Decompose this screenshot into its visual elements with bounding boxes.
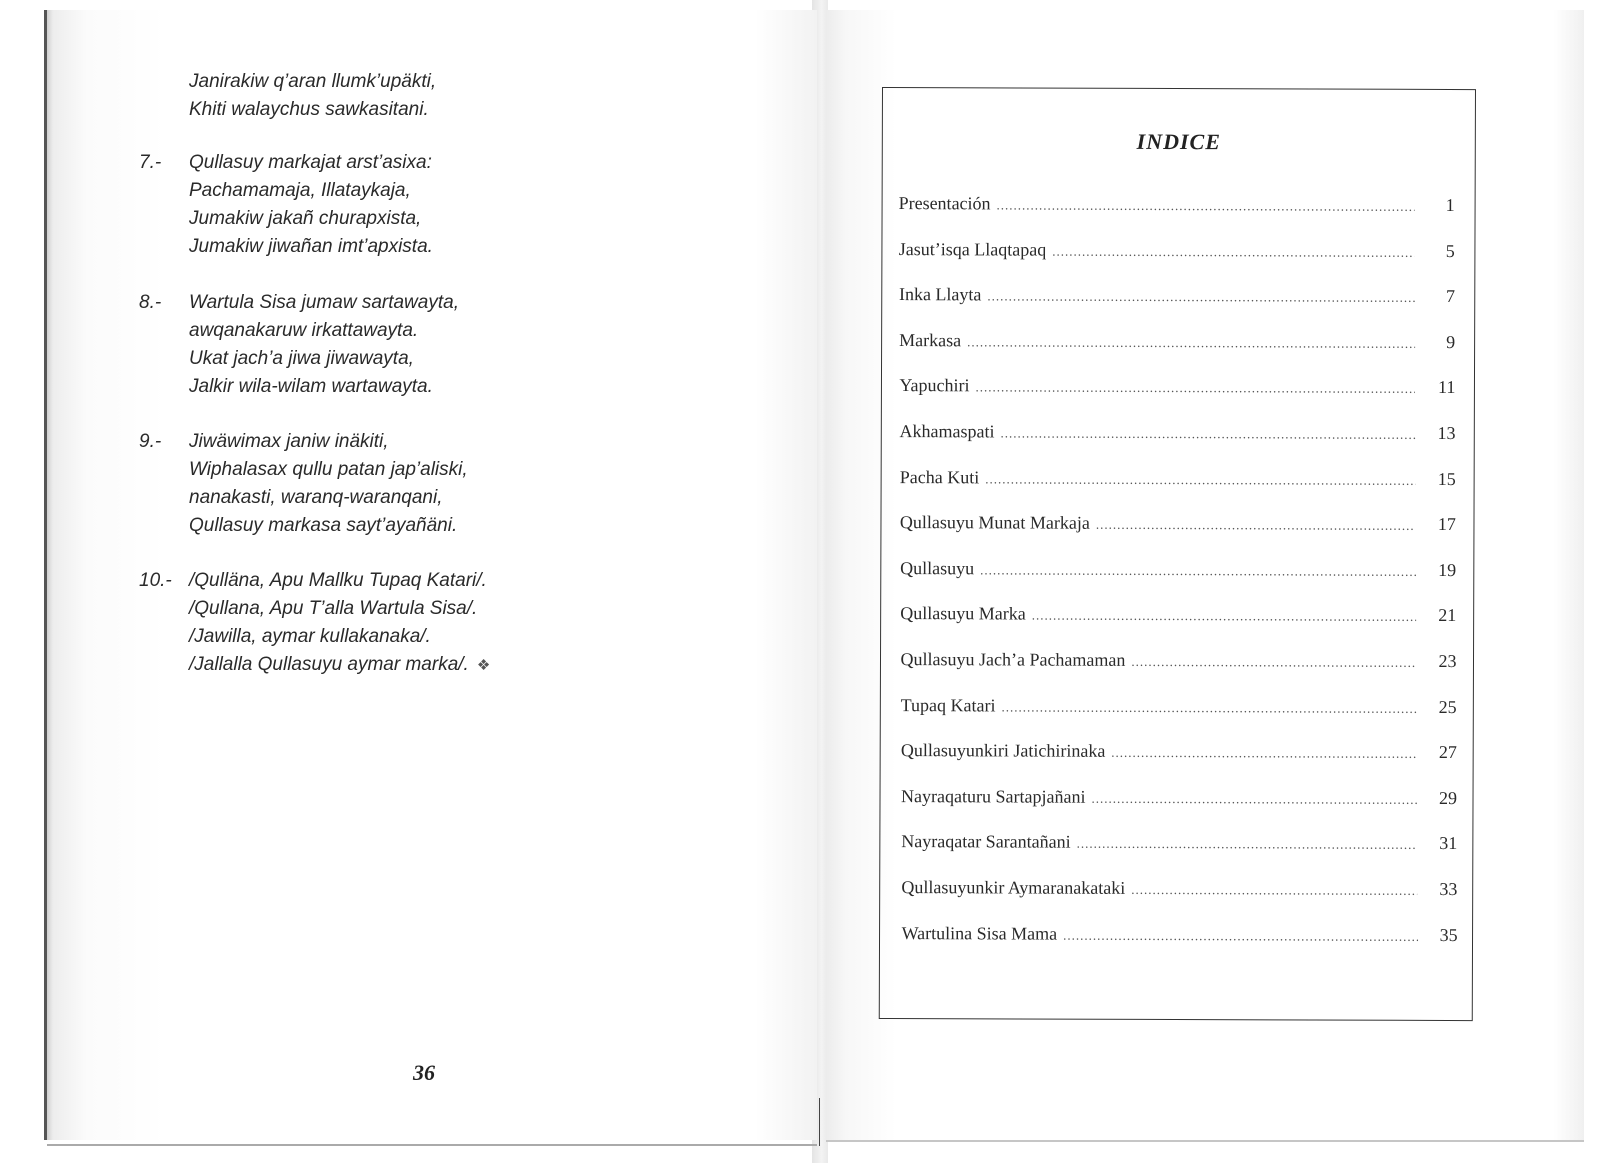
- poem-line: Jumakiw jiwañan imt’apxista.: [189, 236, 433, 257]
- poem-line: Jumakiw jakañ churapxista,: [189, 208, 422, 229]
- index-leader-dots: [987, 289, 1415, 306]
- index-entry: [899, 239, 1455, 271]
- index-leader-dots: [985, 471, 1416, 489]
- index-entry-page: 13: [1437, 422, 1456, 444]
- stanza-number: 7.-: [139, 152, 162, 173]
- index-entry-page: 29: [1439, 787, 1458, 808]
- ornament-icon: ❖: [476, 657, 491, 674]
- right-page: [826, 10, 1584, 1140]
- index-entry: [899, 330, 1455, 362]
- index-entry-title: Wartulina Sisa Mama: [901, 922, 1058, 944]
- poem-line: Qullasuy markajat arst’asixa:: [189, 152, 432, 173]
- index-leader-dots: [1032, 608, 1417, 625]
- index-entry-page: 11: [1437, 377, 1456, 398]
- index-entry-page: 17: [1437, 514, 1456, 535]
- index-entry-title: Pacha Kuti: [899, 466, 980, 487]
- poem-line: nanakasti, waranq-waranqani,: [189, 487, 443, 508]
- index-entry-page: 5: [1445, 240, 1455, 261]
- gutter-line: [819, 1098, 820, 1146]
- poem-line: awqanakaruw irkattawayta.: [189, 320, 419, 341]
- poem-line: Pachamamaja, Illataykaja,: [189, 180, 411, 201]
- index-entry-title: Nayraqatar Sarantañani: [901, 831, 1071, 853]
- poem-line: Wiphalasax qullu patan jap’aliski,: [189, 459, 468, 480]
- index-leader-dots: [1096, 517, 1416, 534]
- index-entry-title: Inka Llayta: [898, 284, 982, 305]
- index-entry-page: 21: [1438, 605, 1457, 626]
- index-leader-dots: [1063, 927, 1418, 944]
- index-entry: [901, 695, 1457, 727]
- index-entry: [902, 923, 1458, 955]
- index-title: INDICE: [1136, 128, 1221, 155]
- index-entry: [901, 877, 1457, 909]
- index-entry: [900, 603, 1456, 635]
- index-entry-page: 19: [1438, 559, 1457, 580]
- index-entry-page: 9: [1446, 331, 1456, 352]
- index-entry-page: 23: [1438, 650, 1457, 672]
- index-entry: [899, 421, 1455, 453]
- poem-line-text: /Jallalla Qullasuyu aymar marka/.: [189, 654, 469, 675]
- index-entry-page: 31: [1439, 833, 1458, 854]
- left-page-bottom-edge: [47, 1144, 817, 1146]
- poem-line: [189, 651, 699, 680]
- index-entry-title: Qullasuyu Munat Markaja: [899, 512, 1090, 533]
- poem-line: Jiwäwimax janiw inäkiti,: [189, 431, 389, 452]
- right-page-bottom-edge: [826, 1140, 1584, 1142]
- index-entry-title: Jasut’isqa Llaqtapaq: [898, 238, 1047, 260]
- poem-line: Qullasuy markasa sayt’ayañäni.: [189, 515, 458, 536]
- index-entry: [899, 375, 1455, 407]
- index-entry-title: Markasa: [899, 329, 962, 351]
- poem-line: /Qullana, Apu T’alla Wartula Sisa/.: [189, 598, 478, 619]
- index-leader-dots: [1131, 654, 1416, 671]
- index-entry-page: 1: [1445, 194, 1455, 215]
- index-leader-dots: [967, 334, 1415, 352]
- left-page: [44, 10, 817, 1140]
- poem-stanza: [139, 428, 699, 540]
- page-number: 36: [413, 1060, 435, 1085]
- index-leader-dots: [1091, 791, 1417, 808]
- index-list: [898, 193, 1459, 945]
- poem-line: Khiti walaychus sawkasitani.: [189, 99, 429, 120]
- index-leader-dots: [1077, 836, 1418, 853]
- index-entry-page: 15: [1437, 468, 1456, 489]
- index-entry: [899, 193, 1455, 225]
- index-entry-page: 25: [1438, 696, 1457, 717]
- index-entry: [900, 467, 1456, 499]
- index-entry: [901, 831, 1457, 863]
- stanza-number: 9.-: [139, 431, 162, 452]
- poem-line: Ukat jach’a jiwa jiwawayta,: [189, 348, 414, 369]
- index-entry-title: Qullasuyunkiri Jatichirinaka: [900, 740, 1106, 761]
- index-leader-dots: [980, 562, 1416, 580]
- index-entry-title: Qullasuyu: [900, 557, 975, 579]
- index-entry: [901, 740, 1457, 772]
- index-leader-dots: [1131, 882, 1417, 899]
- index-entry-title: Yapuchiri: [899, 375, 970, 396]
- index-entry-title: Tupaq Katari: [900, 694, 996, 715]
- index-box: [879, 87, 1476, 1021]
- index-entry-title: Nayraqaturu Sartapjañani: [901, 785, 1086, 807]
- index-leader-dots: [1000, 425, 1415, 442]
- poem-stanza: [139, 149, 699, 261]
- poem-line: Jalkir wila-wilam wartawayta.: [189, 376, 433, 397]
- poem-stanza: [139, 289, 699, 401]
- index-entry-page: 7: [1445, 286, 1455, 307]
- index-leader-dots: [1052, 243, 1415, 260]
- index-entry-title: Qullasuyunkir Aymaranakataki: [901, 877, 1126, 898]
- poem-line: Wartula Sisa jumaw sartawayta,: [189, 292, 459, 313]
- index-entry: [900, 558, 1456, 590]
- poem-line: /Qulläna, Apu Mallku Tupaq Katari/.: [189, 570, 487, 591]
- index-entry-title: Akhamaspati: [899, 421, 995, 442]
- index-entry: [900, 649, 1456, 681]
- index-entry: [901, 786, 1457, 818]
- index-entry-title: Qullasuyu Marka: [900, 603, 1026, 624]
- index-leader-dots: [1111, 745, 1417, 762]
- index-leader-dots: [1001, 699, 1416, 716]
- index-entry-title: Qullasuyu Jach’a Pachamaman: [900, 649, 1126, 670]
- poem-line: Janirakiw q’aran llumk’upäkti,: [189, 71, 437, 92]
- index-entry-page: 27: [1438, 742, 1457, 763]
- poem-stanza: [139, 567, 699, 680]
- index-leader-dots: [997, 197, 1415, 214]
- poem-line: /Jawilla, aymar kullakanaka/.: [189, 626, 431, 647]
- index-entry-page: 33: [1439, 878, 1458, 900]
- index-entry-page: 35: [1439, 924, 1458, 945]
- stanza-number: 10.-: [139, 570, 172, 591]
- index-leader-dots: [975, 380, 1415, 398]
- stanza-number: 8.-: [139, 292, 162, 313]
- index-entry: [900, 512, 1456, 544]
- index-entry-title: Presentación: [898, 193, 991, 214]
- index-entry: [899, 284, 1455, 316]
- poem-stanza: [139, 68, 699, 124]
